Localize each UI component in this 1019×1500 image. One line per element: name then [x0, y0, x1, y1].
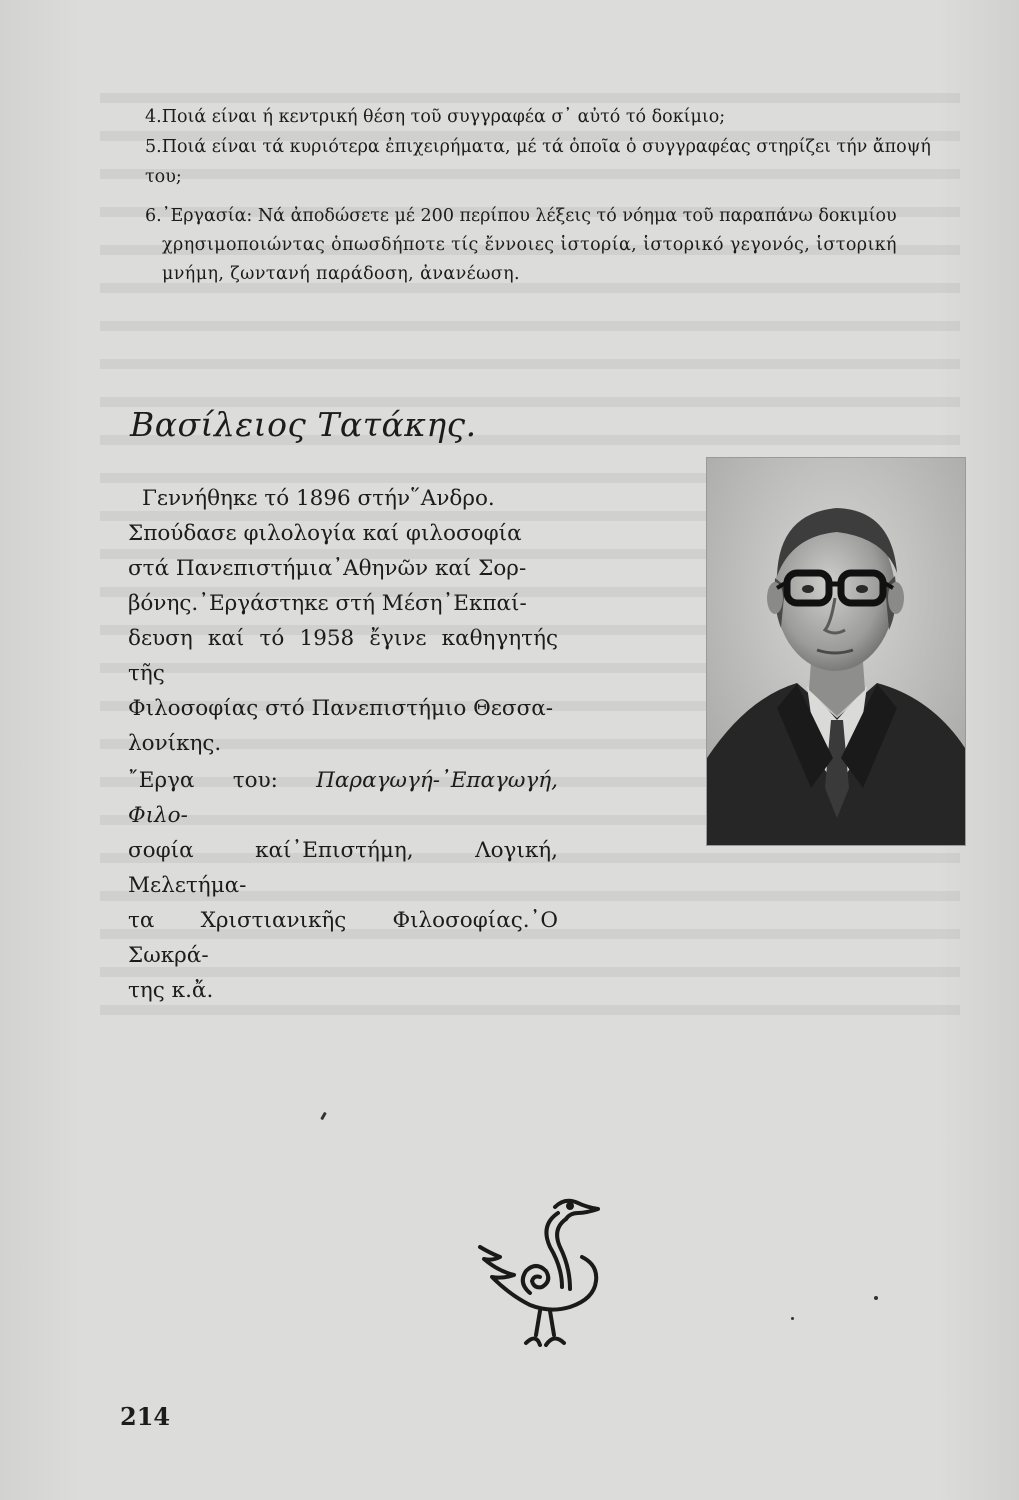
question-6-line-3: μνήμη, ζωντανή παράδοση, ἀνανέωση.: [162, 264, 520, 284]
swan-ornament-icon: [470, 1195, 630, 1355]
works-label: ῎Εργα του:: [128, 768, 317, 793]
print-speck: [791, 1317, 794, 1320]
author-portrait-photo: [706, 457, 966, 846]
works-title: τα Χριστιανικῆς Φιλοσοφίας.᾽Ο Σωκρά-: [128, 908, 558, 968]
exercise-questions: [145, 102, 980, 289]
works-line-1: [128, 763, 558, 833]
bio-line: στά Πανεπιστήμια᾽Αθηνῶν καί Σορ-: [128, 556, 527, 581]
question-5-line-1: 5.Ποιά είναι τά κυριότερα ἐπιχειρήματα, μέ τά ὁποῖα ὁ συγγραφέας στηρίζει τήν ἄποψή: [145, 137, 931, 157]
works-title: σοφία καί᾽Επιστήμη, Λογική, Μελετήμα-: [128, 838, 558, 898]
works-title: της κ.ἄ.: [128, 978, 214, 1003]
question-5-line-2: του;: [145, 167, 182, 187]
print-speck: [320, 1112, 327, 1120]
swan-drawing: [470, 1195, 630, 1355]
question-6-line-2: χρησιμοποιώντας ὁπωσδήποτε τίς ἔννοιες ἱστορία, ἱστορικό γεγονός, ἱστορική: [162, 235, 897, 255]
bio-line: Φιλοσοφίας στό Πανεπιστήμιο Θεσσα-: [128, 696, 554, 721]
bio-line: βόνης.᾽Εργάστηκε στή Μέση᾽Εκπαί-: [128, 591, 527, 616]
author-biography: [128, 481, 558, 1008]
author-name: Βασίλειος Τατάκης.: [130, 405, 477, 444]
print-speck: [874, 1296, 878, 1300]
question-6-line-1: 6.᾽Εργασία: Νά ἀποδώσετε μέ 200 περίπου λέξεις τό νόημα τοῦ παραπάνω δοκιμίου: [145, 206, 897, 226]
bio-line: Σπούδασε φιλολογία καί φιλοσοφία: [128, 521, 522, 546]
portrait-illustration: [707, 458, 965, 845]
works-title: Παραγωγή-᾽Επαγωγή, Φιλο-: [128, 768, 558, 828]
question-4: 4.Ποιά είναι ή κεντρική θέση τοῦ συγγραφέα σ᾽ αὐτό τό δοκίμιο;: [145, 107, 726, 127]
page-number: 214: [120, 1402, 171, 1431]
bio-line: λονίκης.: [128, 731, 222, 756]
bio-line: δευση καί τό 1958 ἔγινε καθηγητής τῆς: [128, 626, 558, 686]
question-6: [145, 202, 980, 289]
bio-line: Γεννήθηκε τό 1896 στήν῞Ανδρο.: [142, 486, 495, 511]
